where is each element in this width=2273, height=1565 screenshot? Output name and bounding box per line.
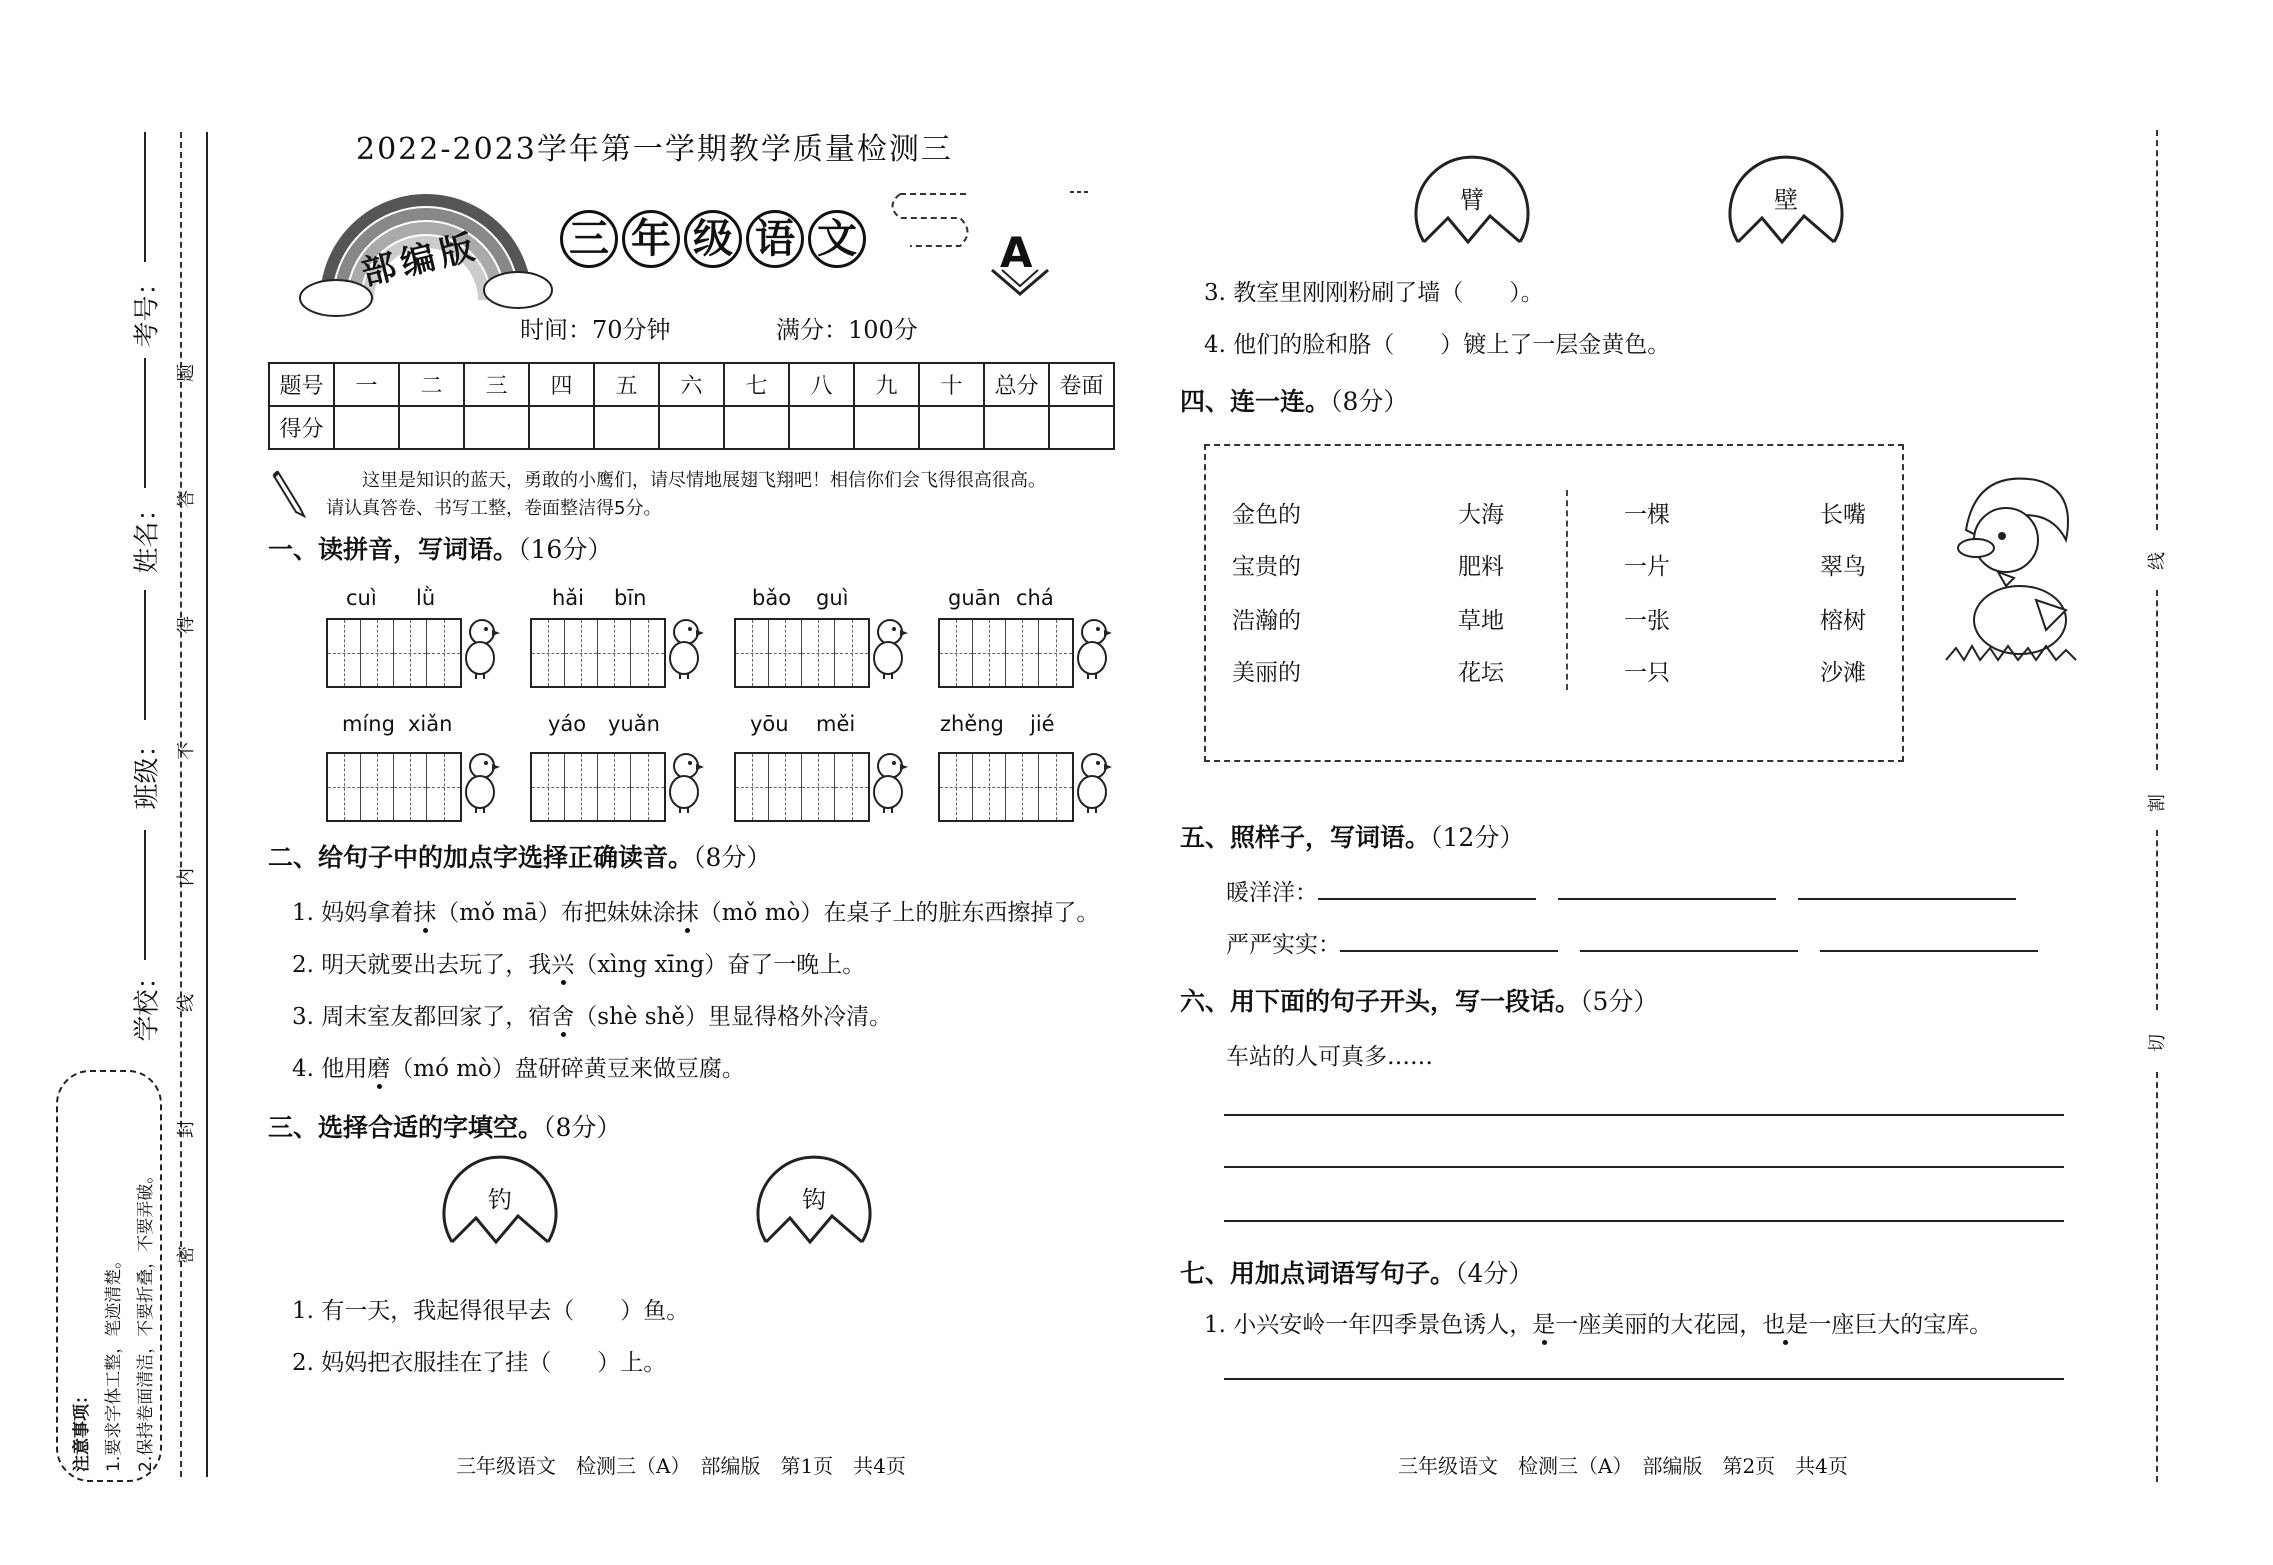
score-input-cell[interactable] [594,406,659,449]
cut-char: 切 [2147,1034,2168,1052]
dotted-word: 是 [1532,1312,1556,1338]
question-7-1: 1. 小兴安岭一年四季景色诱人，是一座美丽的大花园，也是一座巨大的宝库。 [1204,1312,1993,1338]
seal-char: 封 [176,1120,197,1138]
class-blank [144,590,146,720]
score-table [268,362,1115,450]
section-1-title [268,530,612,566]
section-score: （4分） [1455,1259,1534,1288]
pinyin-syllable: guān [948,586,1001,610]
notes-box [56,1070,162,1482]
score-input-cell[interactable] [984,406,1049,449]
cut-dashed-line [2156,590,2158,770]
section-score: （8分） [1330,387,1409,416]
score-table-score-row [269,406,1114,449]
dotted-char: 磨 [367,1056,391,1082]
writing-line[interactable] [1224,1114,2064,1116]
school-label: 学校： [132,963,163,1042]
section-score: （8分） [693,843,772,872]
exam-no-label: 考号： [132,269,163,348]
match-left-item[interactable]: 一只 [1624,660,1670,686]
score-input-cell[interactable] [789,406,854,449]
writing-grid[interactable] [734,618,870,688]
section-4-title [1180,382,1408,418]
writing-line[interactable] [1224,1378,2064,1380]
match-left-item[interactable]: 美丽的 [1232,660,1301,686]
pinyin-syllable: hǎi [552,586,585,610]
section-title-text: 七、用加点词语写句子。 [1180,1259,1456,1288]
question-2-2: 2. 明天就要出去玩了，我兴（xìng xīng）奋了一晚上。 [292,952,866,978]
score-cell: 十 [919,363,984,406]
question-3-4: 4. 他们的脸和胳（ ）镀上了一层金黄色。 [1204,332,1671,358]
score-cell: 题号 [269,363,334,406]
match-right-item[interactable]: 肥料 [1458,554,1504,580]
chick-icon [460,750,500,814]
match-left-item[interactable]: 一片 [1624,554,1670,580]
cut-char: 割 [2147,794,2168,812]
score-cell: 六 [659,363,724,406]
pinyin-syllable: bǎo [752,586,792,610]
score-cell: 一 [334,363,399,406]
time-label: 时间：70分钟 [520,316,671,344]
score-cell: 九 [854,363,919,406]
section-2-title [268,838,771,874]
question-3-1: 1. 有一天，我起得很早去（ ）鱼。 [292,1298,690,1324]
section-title-text: 六、用下面的句子开头，写一段话。 [1180,987,1581,1016]
name-blank [144,358,146,488]
question-2-4: 4. 他用磨（mó mò）盘研碎黄豆来做豆腐。 [292,1056,745,1082]
match-left-item[interactable]: 浩瀚的 [1232,608,1301,634]
chick-icon [664,616,704,680]
banner-char: 年 [622,210,680,268]
footer-right: 三年级语文 检测三（A） 部编版 第2页 共4页 [1398,1454,1848,1478]
footer-left: 三年级语文 检测三（A） 部编版 第1页 共4页 [456,1454,906,1478]
matching-box [1204,444,1904,762]
match-right-item[interactable]: 大海 [1458,502,1504,528]
chick-icon [1072,750,1112,814]
answer-blank[interactable] [1580,950,1798,952]
match-right-item[interactable]: 沙滩 [1820,660,1866,686]
banner-char: 三 [560,210,618,268]
notes-title: 注意事项： [72,1387,92,1472]
banner-char: 级 [684,210,742,268]
example-word-1: 暖洋洋： [1226,880,1318,906]
dotted-char: 抹 [675,900,699,926]
match-right-item[interactable]: 花坛 [1458,660,1504,686]
score-input-cell[interactable] [724,406,789,449]
match-left-item[interactable]: 宝贵的 [1232,554,1301,580]
score-table-header-row [269,363,1114,406]
match-right-item[interactable]: 长嘴 [1820,502,1866,528]
char-option-text: 钩 [802,1186,826,1214]
writing-prompt: 车站的人可真多…… [1226,1044,1433,1070]
pinyin-syllable: míng [342,712,395,736]
score-row-label: 得分 [269,406,334,449]
pinyin-syllable: yáo [548,712,587,736]
score-input-cell[interactable] [399,406,464,449]
char-option-text: 壁 [1774,186,1798,214]
chick-icon [868,750,908,814]
pinyin-syllable: bīn [614,586,647,610]
score-cell: 卷面 [1049,363,1114,406]
cut-dashed-line [2156,1072,2158,1482]
score-cell: 五 [594,363,659,406]
edition-badge: 部编版 [357,225,484,294]
question-2-3: 3. 周末室友都回家了，宿舍（shè shě）里显得格外冷清。 [292,1004,893,1030]
score-cell: 七 [724,363,789,406]
intro-line-2: 请认真答卷、书写工整，卷面整洁得5分。 [326,498,662,519]
section-title-text: 五、照样子，写词语。 [1180,823,1431,852]
wave-decoration [880,184,1100,274]
class-label: 班级： [132,731,163,810]
intro-line-1: 这里是知识的蓝天，勇敢的小鹰们，请尽情地展翅飞翔吧！相信你们会飞得很高很高。 [362,470,1046,491]
answer-blank[interactable] [1558,898,1776,900]
pinyin-syllable: lǜ [416,586,436,610]
pinyin-syllable: yōu [750,712,789,736]
seal-char: 密 [176,1246,197,1264]
score-input-cell[interactable] [659,406,724,449]
section-title-text: 三、选择合适的字填空。 [268,1113,544,1142]
chick-icon [664,750,704,814]
match-right-item[interactable]: 翠鸟 [1820,554,1866,580]
answer-blank[interactable] [1798,898,2016,900]
pinyin-syllable: zhěng [940,712,1004,736]
notes-item-1: 1.要求字体工整，笔迹清楚。 [104,1251,124,1472]
match-left-item[interactable]: 一棵 [1624,502,1670,528]
writing-line[interactable] [1224,1220,2064,1222]
dotted-char: 兴 [551,952,575,978]
writing-grid[interactable] [938,752,1074,822]
score-cell: 四 [529,363,594,406]
score-cell: 三 [464,363,529,406]
section-score: （12分） [1430,823,1525,852]
matching-divider [1566,490,1568,690]
section-score: （5分） [1580,987,1659,1016]
writing-grid[interactable] [530,752,666,822]
question-3-2: 2. 妈妈把衣服挂在了挂（ ）上。 [292,1350,667,1376]
section-title-text: 二、给句子中的加点字选择正确读音。 [268,843,694,872]
score-input-cell[interactable] [1049,406,1114,449]
score-input-cell[interactable] [854,406,919,449]
dotted-char: 舍 [551,1004,575,1030]
score-input-cell[interactable] [464,406,529,449]
answer-blank[interactable] [1340,950,1558,952]
score-cell: 总分 [984,363,1049,406]
duck-illustration [1936,460,2086,680]
section-title-text: 一、读拼音，写词语。 [268,535,519,564]
match-right-item[interactable]: 榕树 [1820,608,1866,634]
exam-title: 2022-2023学年第一学期教学质量检测三 [356,132,953,167]
binding-solid-line [206,132,208,1477]
score-cell: 二 [399,363,464,406]
writing-grid[interactable] [326,752,462,822]
cut-char: 线 [2147,552,2168,570]
section-score: （8分） [543,1113,622,1142]
answer-blank[interactable] [1318,898,1536,900]
seal-char: 得 [176,616,197,634]
seal-char: 不 [176,742,197,760]
question-2-1: 1. 妈妈拿着抹（mǒ mā）布把妹妹涂抹（mǒ mò）在桌子上的脏东西擦掉了。 [292,900,1100,926]
section-3-title [268,1108,621,1144]
banner-char: 文 [808,210,866,268]
pinyin-syllable: jié [1030,712,1055,736]
writing-grid[interactable] [326,618,462,688]
match-left-item[interactable]: 一张 [1624,608,1670,634]
notes-item-2: 2.保持卷面清洁，不要折叠，不要弄破。 [136,1166,156,1472]
score-input-cell[interactable] [919,406,984,449]
version-mark-chevron [988,266,1052,302]
binding-dashed-line [180,132,182,1477]
writing-grid[interactable] [530,618,666,688]
section-6-title [1180,982,1658,1018]
example-word-2: 严严实实： [1226,932,1341,958]
score-input-cell[interactable] [529,406,594,449]
pinyin-syllable: guì [816,586,849,610]
pinyin-syllable: cuì [346,586,377,610]
banner-char: 语 [746,210,804,268]
pinyin-syllable: xiǎn [408,712,453,736]
pinyin-syllable: yuǎn [608,712,660,736]
section-7-title [1180,1254,1533,1290]
writing-line[interactable] [1224,1166,2064,1168]
match-left-item[interactable]: 金色的 [1232,502,1301,528]
char-option-text: 钓 [488,1186,512,1214]
chick-icon [460,616,500,680]
chick-icon [1072,616,1112,680]
full-score-label: 满分：100分 [776,316,918,344]
cut-dashed-line [2156,830,2158,1010]
writing-grid[interactable] [938,618,1074,688]
chick-icon [868,616,908,680]
version-mark: A [1000,228,1033,277]
exam-no-blank [144,132,146,262]
school-blank [144,830,146,960]
answer-blank[interactable] [1820,950,2038,952]
score-cell: 八 [789,363,854,406]
pencil-icon [270,466,310,518]
pinyin-syllable: chá [1016,586,1054,610]
question-3-3: 3. 教室里刚刚粉刷了墙（ ）。 [1204,280,1544,306]
dotted-char: 抹 [413,900,437,926]
seal-char: 线 [176,994,197,1012]
cut-dashed-line [2156,130,2158,530]
section-5-title [1180,818,1524,854]
seal-char: 内 [176,868,197,886]
pinyin-syllable: měi [816,712,856,736]
seal-char: 答 [176,490,197,508]
name-label: 姓名： [132,495,163,574]
score-input-cell[interactable] [334,406,399,449]
writing-grid[interactable] [734,752,870,822]
char-option-text: 臂 [1460,186,1484,214]
section-title-text: 四、连一连。 [1180,387,1331,416]
seal-char: 题 [176,364,197,382]
section-score: （16分） [518,535,613,564]
dotted-word: 也是 [1762,1312,1809,1338]
match-right-item[interactable]: 草地 [1458,608,1504,634]
